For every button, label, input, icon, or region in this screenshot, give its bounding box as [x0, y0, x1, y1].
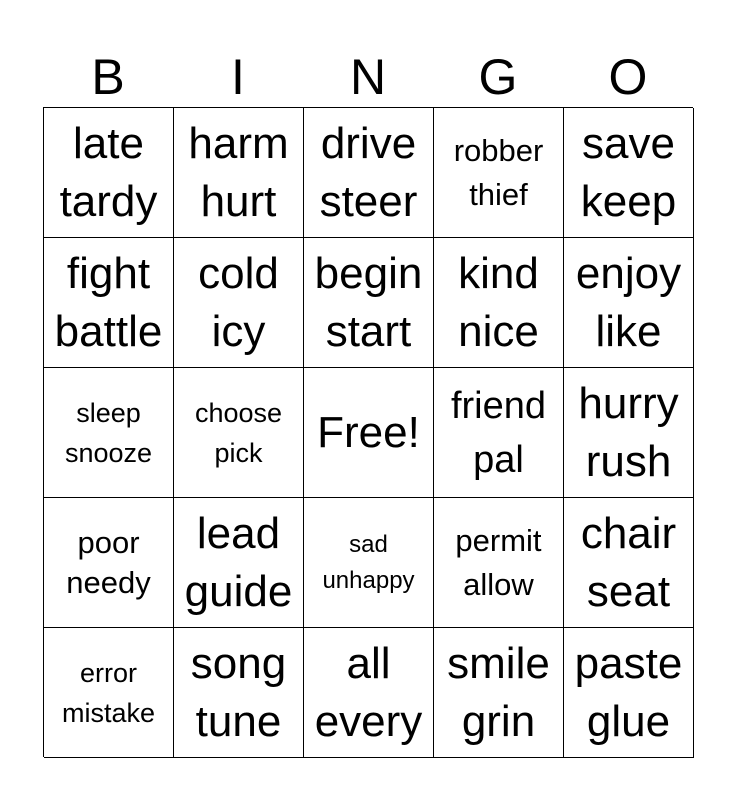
cell-word-1: permit [455, 522, 542, 558]
bingo-cell [174, 108, 304, 238]
cell-word-2: unhappy [322, 566, 415, 594]
cell-word-2: grin [461, 696, 536, 746]
cell-word-1: lead [196, 508, 281, 558]
cell-word-2: icy [211, 306, 266, 356]
cell-word-1: drive [320, 118, 417, 168]
bingo-cell [564, 238, 694, 368]
bingo-board [43, 107, 693, 757]
cell-word-2: rush [585, 436, 672, 486]
cell-word-1: late [73, 118, 144, 168]
cell-word-2: tune [195, 696, 282, 746]
cell-word-2: steer [319, 176, 418, 226]
cell-word-1: poor [77, 524, 140, 560]
cell-word-1: fight [66, 248, 151, 298]
bingo-cell [174, 368, 304, 498]
cell-word-1: song [190, 638, 287, 688]
bingo-cell [434, 628, 564, 758]
cell-word-2: pick [214, 437, 263, 468]
cell-word-2: guide [184, 566, 293, 616]
header-letter-g: G [478, 49, 518, 105]
cell-word-2: allow [463, 566, 534, 602]
cell-word-2: snooze [64, 437, 153, 468]
bingo-cell [564, 628, 694, 758]
bingo-cell [44, 628, 174, 758]
header-letter-i: I [231, 49, 245, 105]
cell-word-2: thief [469, 176, 528, 212]
bingo-cell [304, 238, 434, 368]
cell-word-1: enjoy [575, 248, 682, 298]
cell-word-2: nice [458, 306, 539, 356]
bingo-cell [434, 498, 564, 628]
cell-word-1: hurry [578, 378, 679, 428]
bingo-cell [564, 108, 694, 238]
free-space [304, 368, 434, 498]
bingo-cell [434, 108, 564, 238]
cell-word-2: glue [586, 696, 671, 746]
cell-word-1: save [582, 118, 675, 168]
bingo-cell [564, 368, 694, 498]
bingo-cell [304, 628, 434, 758]
cell-word-2: needy [66, 564, 151, 600]
cell-word-1: sleep [76, 397, 141, 428]
cell-word-1: harm [188, 118, 289, 168]
bingo-cell [44, 368, 174, 498]
cell-word-1: error [79, 657, 137, 688]
cell-word-2: keep [580, 176, 677, 226]
cell-word-2: seat [586, 566, 671, 616]
bingo-cell [434, 238, 564, 368]
cell-word-1: sad [349, 530, 388, 558]
bingo-header [43, 48, 693, 106]
free-space-label: Free! [317, 407, 420, 457]
cell-word-1: chair [580, 508, 677, 558]
cell-word-2: start [325, 306, 412, 356]
cell-word-2: every [314, 696, 423, 746]
bingo-cell [44, 498, 174, 628]
header-letter-o: O [608, 49, 648, 105]
cell-word-1: all [346, 638, 391, 688]
cell-word-2: tardy [59, 176, 158, 226]
cell-word-1: friend [450, 384, 547, 427]
bingo-cell [564, 498, 694, 628]
cell-word-2: battle [54, 306, 163, 356]
bingo-cell [174, 498, 304, 628]
cell-word-2: pal [473, 438, 524, 481]
cell-word-1: paste [574, 638, 683, 688]
bingo-cell [304, 498, 434, 628]
header-letter-n: N [349, 49, 387, 105]
bingo-cell [44, 108, 174, 238]
cell-word-1: robber [453, 132, 544, 168]
bingo-cell [304, 108, 434, 238]
cell-word-1: choose [194, 397, 283, 428]
cell-word-2: hurt [200, 176, 277, 226]
cell-word-2: mistake [61, 697, 156, 728]
cell-word-1: cold [198, 248, 279, 298]
bingo-cell [174, 628, 304, 758]
cell-word-1: begin [314, 248, 423, 298]
bingo-cell [434, 368, 564, 498]
bingo-cell [174, 238, 304, 368]
cell-word-1: smile [447, 638, 550, 688]
cell-word-1: kind [458, 248, 539, 298]
cell-word-2: like [595, 306, 662, 356]
bingo-cell [44, 238, 174, 368]
header-letter-b: B [91, 49, 125, 105]
